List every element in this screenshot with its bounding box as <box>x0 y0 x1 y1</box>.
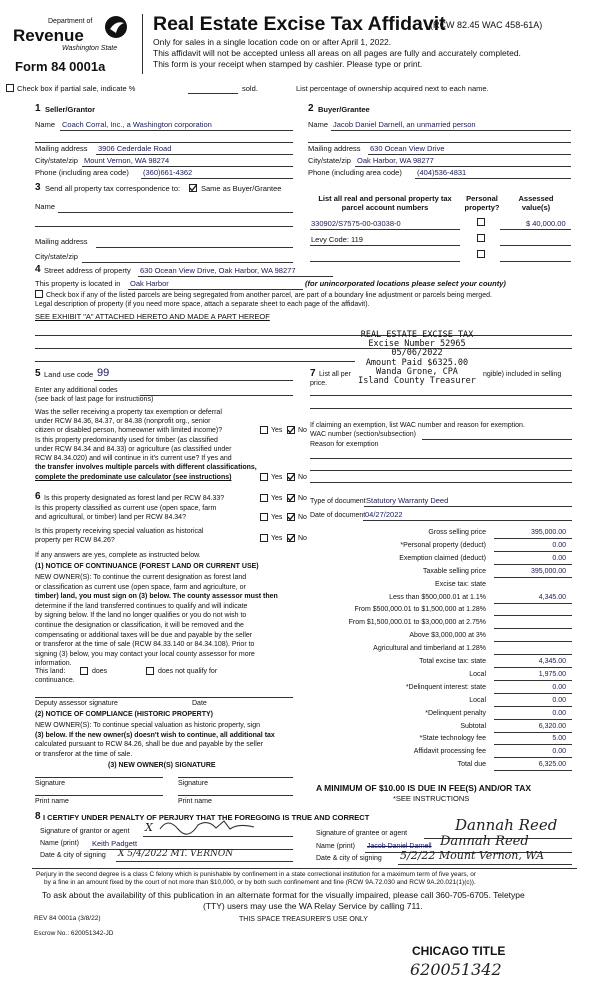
tax-row-value[interactable]: 0.00 <box>552 748 566 756</box>
grantor-date-field[interactable]: X 5/4/2022 MT. VERNON <box>118 849 234 859</box>
current-use-yes-label: Yes <box>271 514 283 521</box>
tax-row-label: Excise tax: state <box>435 580 486 588</box>
stamp-line2: Excise Number 52965 <box>368 339 466 350</box>
doc-type-label: Type of document <box>310 498 366 505</box>
tax-row-value[interactable]: 5.00 <box>552 735 566 743</box>
exemption-yes-label: Yes <box>271 427 283 434</box>
dept-line1: Department of <box>48 18 93 25</box>
tax-row-underline <box>494 615 572 616</box>
notice-line: timber) land, you must sign on (3) below. The county assessor must then <box>35 593 278 601</box>
grantee-name-handwritten: Dannah Reed <box>440 834 529 849</box>
tax-row-label: Gross selling price <box>428 529 486 536</box>
grantee-signature-label: Signature of grantee or agent <box>316 830 408 837</box>
tax-row-label: Local <box>469 696 486 704</box>
form-number: Form 84 0001a <box>15 59 106 74</box>
header-note1: Only for sales in a single location code on or after April 1, 2022. <box>153 37 392 47</box>
tax-row-underline <box>494 628 572 629</box>
notice-line: or transferor at the time of sale (RCW 84.33.140 or 84.34.108). Prior to <box>35 641 255 649</box>
seller-name-label: Name <box>35 120 56 129</box>
notice-line: signing (3) below, you may contact your local county assessor for more <box>35 650 255 658</box>
tax-row-underline <box>494 693 572 694</box>
treasurer-space-label: THIS SPACE TREASURER'S USE ONLY <box>239 916 368 923</box>
wac-label: WAC number (section/subsection) <box>310 431 416 438</box>
historic-no-checkbox[interactable] <box>287 534 295 542</box>
grantee-date-field[interactable]: 5/2/22 Mount Vernon, WA <box>400 849 545 862</box>
notice-compliance-title: (2) NOTICE OF COMPLIANCE (HISTORIC PROPERTY) <box>35 711 213 718</box>
q-timber-1: Is this property predominantly used for timber (as classified <box>35 437 218 444</box>
tax-row-label: *Personal property (deduct) <box>400 541 486 549</box>
forest-yes-label: Yes <box>271 495 283 502</box>
grantor-signature-field[interactable]: X <box>145 821 153 834</box>
tax-row-label: Exemption claimed (deduct) <box>399 554 486 562</box>
see-instructions-note: *SEE INSTRUCTIONS <box>393 794 470 803</box>
section3-name-label: Name <box>35 202 56 211</box>
personal-property-checkbox-1[interactable] <box>477 218 485 226</box>
buyer-city-label: City/state/zip <box>308 156 351 165</box>
notice-line: or classification as current use (open space, farm and agriculture, or <box>35 583 246 591</box>
percentage-label: List percentage of ownership acquired next to each name. <box>296 84 489 93</box>
seller-city-field[interactable]: Mount Vernon, WA 98274 <box>84 156 170 165</box>
escrow-number: Escrow No.: 620051342-JD <box>34 930 114 937</box>
seller-name-field[interactable]: Coach Corral, Inc., a Washington corporation <box>62 120 212 129</box>
q-forest: Is this property designated as forest land per RCW 84.33? <box>44 495 225 502</box>
section4-number: 4 <box>35 264 41 275</box>
section7-label-b: ngible) included in selling <box>483 371 562 378</box>
tax-row-underline <box>494 564 572 565</box>
same-as-buyer-checkbox[interactable] <box>189 184 197 192</box>
exhibit-reference: SEE EXHIBIT "A" ATTACHED HERETO AND MADE A PART HEREOF <box>35 312 270 321</box>
timber-no-label: No <box>298 474 307 481</box>
tax-row-label: *Delinquent penalty <box>425 709 486 717</box>
perjury-text-1: Perjury in the second degree is a class C felony which is punishable by confinement in a state correctional institution for a maximum term of five years, or <box>36 871 477 878</box>
dor-logo-icon <box>104 14 128 40</box>
tax-row-underline <box>494 577 572 578</box>
notice-line: NEW OWNER(S): To continue the current designation as forest land <box>35 574 247 581</box>
partial-sale-label: Check box if partial sale, indicate % <box>17 84 136 93</box>
historic-yes-checkbox[interactable] <box>260 534 268 542</box>
tax-row-label: From $500,000.01 to $1,500,000 at 1.28% <box>354 606 486 614</box>
q-exemption-3: citizen or disabled person, homeowner with limited income)? <box>35 427 223 434</box>
section7-label-c: price. <box>310 380 328 387</box>
seller-mail-label: Mailing address <box>35 144 88 153</box>
section7-number: 7 <box>310 368 316 379</box>
grantor-name-field[interactable]: Keith Padgett <box>92 839 138 848</box>
stamp-line1: REAL ESTATE EXCISE TAX <box>360 330 474 340</box>
grantor-date-label: Date & city of signing <box>40 852 106 859</box>
parcel-number-field[interactable]: 330902/S7575-00-03038-0 <box>311 219 401 228</box>
deputy-signature-label: Deputy assessor signature <box>35 700 118 707</box>
notice-line: NEW OWNER(S): To continue special valuation as historic property, sign <box>35 722 260 729</box>
tax-row-underline <box>494 603 572 604</box>
does-not-qualify-checkbox[interactable] <box>146 667 154 675</box>
notice-line: continue the designation or classification, it will be removed and the <box>35 621 244 629</box>
additional-codes-label: Enter any additional codes <box>35 387 118 394</box>
notice-compliance-body <box>35 721 275 759</box>
grantee-name-field[interactable]: Jacob Daniel Darnell <box>367 843 432 850</box>
grantee-name-label: Name (print) <box>316 843 355 850</box>
tax-row-label: Taxable selling price <box>422 567 486 575</box>
excise-stamp <box>352 331 482 386</box>
alt-format-note-1: To ask about the availability of this publication in an alternate format for the visually impaired, please call 360-705-6705. Teletype <box>42 890 525 900</box>
tax-row-underline <box>494 719 572 720</box>
seller-mail-field[interactable]: 3906 Cederdale Road <box>98 144 172 153</box>
q-timber-3: RCW 84.34.020) and will continue in it's current use? If yes and <box>35 455 232 462</box>
tax-row-value[interactable]: 4,345.00 <box>538 593 566 601</box>
tax-row-underline <box>494 641 572 642</box>
tax-row-value[interactable]: 4,345.00 <box>538 658 566 665</box>
grantor-name-label: Name (print) <box>40 840 79 847</box>
q-exemption-1: Was the seller receiving a property tax exemption or deferral <box>35 409 222 416</box>
doc-date-label: Date of document <box>310 512 366 519</box>
tax-row-value[interactable]: 6,325.00 <box>538 761 566 769</box>
tax-row-underline <box>494 706 572 707</box>
checkmark-icon <box>287 534 295 542</box>
checkmark-icon <box>287 494 295 502</box>
segregated-checkbox[interactable] <box>35 290 43 298</box>
form-title: Real Estate Excise Tax Affidavit <box>153 13 446 35</box>
seller-city-label: City/state/zip <box>35 156 78 165</box>
tax-row-label: Less than $500,000.01 at 1.1% <box>389 593 486 601</box>
this-land-label: This land: <box>35 668 66 675</box>
doc-type-field[interactable]: Statutory Warranty Deed <box>366 496 449 505</box>
q-exemption-2: under RCW 84.36, 84.37, or 84.38 (nonprofit org., senior <box>35 418 211 425</box>
exemption-no-label: No <box>298 427 307 434</box>
notice-continuance-body <box>35 573 278 669</box>
alt-format-note-2: (TTY) users may use the WA Relay Service by calling 711. <box>203 901 423 911</box>
minimum-fee-note: A MINIMUM OF $10.00 IS DUE IN FEE(S) AND/OR TAX <box>316 783 532 793</box>
buyer-name-field[interactable]: Jacob Daniel Darnell, an unmarried person <box>333 120 476 129</box>
timber-yes-label: Yes <box>271 474 283 481</box>
unincorporated-note: (for unincorporated locations please select your county) <box>305 279 506 288</box>
same-as-buyer-label: Same as Buyer/Grantee <box>201 184 282 193</box>
tax-row-value[interactable]: 395,000.00 <box>530 529 566 536</box>
tax-row-value[interactable]: 6,320.00 <box>538 722 566 730</box>
located-label: This property is located in <box>35 279 121 288</box>
tax-row-value[interactable]: 1,975.00 <box>538 670 566 678</box>
tax-row-label: *State technology fee <box>419 735 486 743</box>
dept-logo-text: Revenue <box>13 26 84 45</box>
revision-label: REV 84 0001a (3/8/22) <box>34 915 101 922</box>
notice-line: or transferor at the time of sale. <box>35 750 133 758</box>
notice-continuance-title: (1) NOTICE OF CONTINUANCE (FOREST LAND OR CURRENT USE) <box>35 563 259 570</box>
q-current-use-2: and agricultural, or timber) land per RCW 84.34? <box>35 514 186 521</box>
buyer-name-label: Name <box>308 120 329 129</box>
header-note3: This form is your receipt when stamped by cashier. Please type or print. <box>153 59 423 69</box>
tax-row-value[interactable]: 0.00 <box>552 541 566 549</box>
tax-row-underline <box>494 538 572 539</box>
grantee-signature-field[interactable]: Dannah Reed <box>455 816 558 834</box>
q-historic-1: Is this property receiving special valuation as historical <box>35 528 204 535</box>
personal-property-checkbox-2[interactable] <box>477 234 485 242</box>
chicago-title-number: 620051342 <box>410 960 502 979</box>
tax-row-underline <box>494 680 572 681</box>
exemption-claim-label: If claiming an exemption, list WAC number and reason for exemption. <box>310 422 525 429</box>
checkmark-icon <box>189 184 197 192</box>
tax-row-label: Total excise tax: state <box>419 658 486 665</box>
current-use-no-checkbox[interactable] <box>287 513 295 521</box>
does-label: does <box>92 668 108 675</box>
forest-no-label: No <box>298 495 307 502</box>
forest-yes-checkbox[interactable] <box>260 494 268 502</box>
parcel-column-header: List all real and personal property tax parcel account numbers <box>318 194 452 213</box>
buyer-mail-label: Mailing address <box>308 144 361 153</box>
tax-row-label: From $1,500,000.01 to $3,000,000 at 2.75% <box>348 619 486 627</box>
personal-property-checkbox-3[interactable] <box>477 250 485 258</box>
buyer-heading: Buyer/Grantee <box>318 105 370 114</box>
notice-line: calculated pursuant to RCW 84.26, shall be due and payable by the seller <box>35 741 264 749</box>
tax-row-underline <box>494 551 572 552</box>
personal-property-header: Personal property? <box>464 194 500 213</box>
does-qualify-checkbox[interactable] <box>80 667 88 675</box>
historic-no-label: No <box>298 535 307 542</box>
if-yes-note: If any answers are yes, complete as instructed below. <box>35 552 201 559</box>
tax-row-value[interactable]: 0.00 <box>552 554 566 562</box>
deputy-date-label: Date <box>192 700 207 707</box>
owner-signature-label-2: Signature <box>178 780 208 787</box>
owner-print-label-1: Print name <box>35 798 69 805</box>
notice-line: compensating or additional taxes will be due and payable by the seller <box>35 631 253 639</box>
chicago-title-stamp: CHICAGO TITLE <box>412 944 506 958</box>
notice-line: (3) below. If the new owner(s) doesn't wish to continue, all additional tax <box>35 731 275 739</box>
tax-row-label: Above $3,000,000 at 3% <box>409 632 486 640</box>
tax-row-underline <box>494 654 572 655</box>
tax-row-label: Affidavit processing fee <box>413 748 486 756</box>
perjury-note-1 <box>36 872 476 879</box>
notice-line: determine if the land transferred continues to qualify and will indicate <box>35 602 248 610</box>
section3-label: Send all property tax correspondence to: <box>45 184 181 193</box>
buyer-number: 2 <box>308 103 314 114</box>
new-owner-signature-title: (3) NEW OWNER(S) SIGNATURE <box>108 762 216 769</box>
current-use-no-label: No <box>298 514 307 521</box>
q-historic-2: property per RCW 84.26? <box>35 537 115 544</box>
seller-phone-field[interactable]: (360)661-4362 <box>143 168 193 177</box>
tax-row-underline <box>494 667 572 668</box>
dept-line3: Washington State <box>62 45 118 52</box>
tax-row-value[interactable]: 0.00 <box>552 696 566 704</box>
grantor-signature-label: Signature of grantor or agent <box>40 828 130 835</box>
stamp-line3: 05/06/2022 <box>391 348 443 359</box>
stamp-line6: Island County Treasurer <box>358 375 476 386</box>
seller-heading: Seller/Grantor <box>45 105 96 114</box>
grantor-signature-scribble <box>158 815 258 835</box>
stamp-line5: Wanda Grone, CPA <box>376 366 458 377</box>
buyer-city-field[interactable]: Oak Harbor, WA 98277 <box>357 156 434 165</box>
tax-row-label: Agricultural and timberland at 1.28% <box>373 645 486 653</box>
section3-city-label: City/state/zip <box>35 252 78 261</box>
forest-no-checkbox[interactable] <box>287 494 295 502</box>
tax-row-underline <box>494 732 572 733</box>
tax-row-label: *Delinquent interest: state <box>405 683 486 691</box>
checkmark-icon <box>287 513 295 521</box>
buyer-phone-field[interactable]: (404)536-4831 <box>417 168 467 177</box>
historic-yes-label: Yes <box>271 535 283 542</box>
exemption-yes-checkbox[interactable] <box>260 426 268 434</box>
q-timber-2: under RCW 84.34 and 84.33) or agriculture (as classified under <box>35 446 232 453</box>
assessed-value-field[interactable]: $ 40,000.00 <box>526 219 566 228</box>
checkmark-icon <box>287 426 295 434</box>
current-use-yes-checkbox[interactable] <box>260 513 268 521</box>
tax-row-underline <box>494 757 572 758</box>
stamp-line4: Amount Paid $6325.00 <box>365 357 469 368</box>
legal-description-label: Legal description of property (if you need more space, attach a separate sheet to each page of the affidavit). <box>35 301 370 308</box>
tax-row-value[interactable]: 395,000.00 <box>530 567 566 575</box>
doc-date-field[interactable]: 04/27/2022 <box>365 510 403 519</box>
seller-phone-label: Phone (including area code) <box>35 168 129 177</box>
notice-line: information. <box>35 660 72 668</box>
perjury-note-2: by a fine in an amount fixed by the court of not more than $10,000, or by both such confinement and fine (RCW 9A.72.030 and RCW 9A.20.021(1)(c)). <box>44 879 476 886</box>
tax-row-label: Subtotal <box>460 722 486 730</box>
checkmark-icon <box>287 473 295 481</box>
continuance-label: continuance. <box>35 677 75 684</box>
located-field[interactable]: Oak Harbor <box>130 279 169 288</box>
section7-label-a: List all per <box>319 371 351 378</box>
levy-code-field[interactable]: Levy Code: 119 <box>311 235 363 244</box>
header-note2: This affidavit will not be accepted unless all areas on all pages are fully and accurately completed. <box>153 48 521 58</box>
seller-number: 1 <box>35 103 41 114</box>
segregated-label: Check box if any of the listed parcels are being segregated from another parcel, are part of a boundary line adjustment or parcels being merged. <box>46 292 492 299</box>
does-not-label: does not qualify for <box>158 668 218 675</box>
tax-row-underline <box>494 744 572 745</box>
owner-signature-label-1: Signature <box>35 780 65 787</box>
tax-row-label: Total due <box>457 761 486 769</box>
form-rcw: (RCW 82.45 WAC 458-61A) <box>430 20 543 30</box>
buyer-mail-field[interactable]: 630 Ocean View Drive <box>370 144 445 153</box>
notice-line: by signing below. If the land no longer qualifies or you do not wish to <box>35 612 247 620</box>
section5-number: 5 <box>35 368 41 379</box>
land-use-label: Land use code <box>44 370 94 379</box>
partial-sale-checkbox[interactable] <box>6 84 14 92</box>
tax-row-value[interactable]: 0.00 <box>552 683 566 691</box>
land-use-code-field[interactable]: 99 <box>97 367 110 379</box>
buyer-phone-label: Phone (including area code) <box>308 168 402 177</box>
exemption-no-checkbox[interactable] <box>287 426 295 434</box>
additional-codes-note: (see back of last page for instructions) <box>35 396 154 403</box>
sold-label: sold. <box>242 84 258 93</box>
section3-number: 3 <box>35 182 41 193</box>
grantee-date-label: Date & city of signing <box>316 855 382 862</box>
street-address-field[interactable]: 630 Ocean View Drive, Oak Harbor, WA 98277 <box>140 266 296 275</box>
owner-print-label-2: Print name <box>178 798 212 805</box>
q-current-use-1: Is this property classified as current use (open space, farm <box>35 505 217 512</box>
reason-label: Reason for exemption <box>310 441 379 448</box>
section8-number: 8 <box>35 811 41 822</box>
q-timber-5: complete the predominate use calculator (see instructions) <box>35 474 232 481</box>
tax-row-value[interactable]: 0.00 <box>552 709 566 717</box>
q-timber-4: the transfer involves multiple parcels with different classifications, <box>35 464 257 471</box>
certify-statement: I CERTIFY UNDER PENALTY OF PERJURY THAT THE FOREGOING IS TRUE AND CORRECT <box>43 813 370 822</box>
timber-yes-checkbox[interactable] <box>260 473 268 481</box>
timber-no-checkbox[interactable] <box>287 473 295 481</box>
section6-number: 6 <box>35 491 41 502</box>
street-address-label: Street address of property <box>44 266 131 275</box>
assessed-value-header: Assessed value(s) <box>518 194 554 213</box>
tax-row-label: Local <box>469 670 486 678</box>
tax-row-underline <box>494 770 572 771</box>
section3-mail-label: Mailing address <box>35 237 88 246</box>
